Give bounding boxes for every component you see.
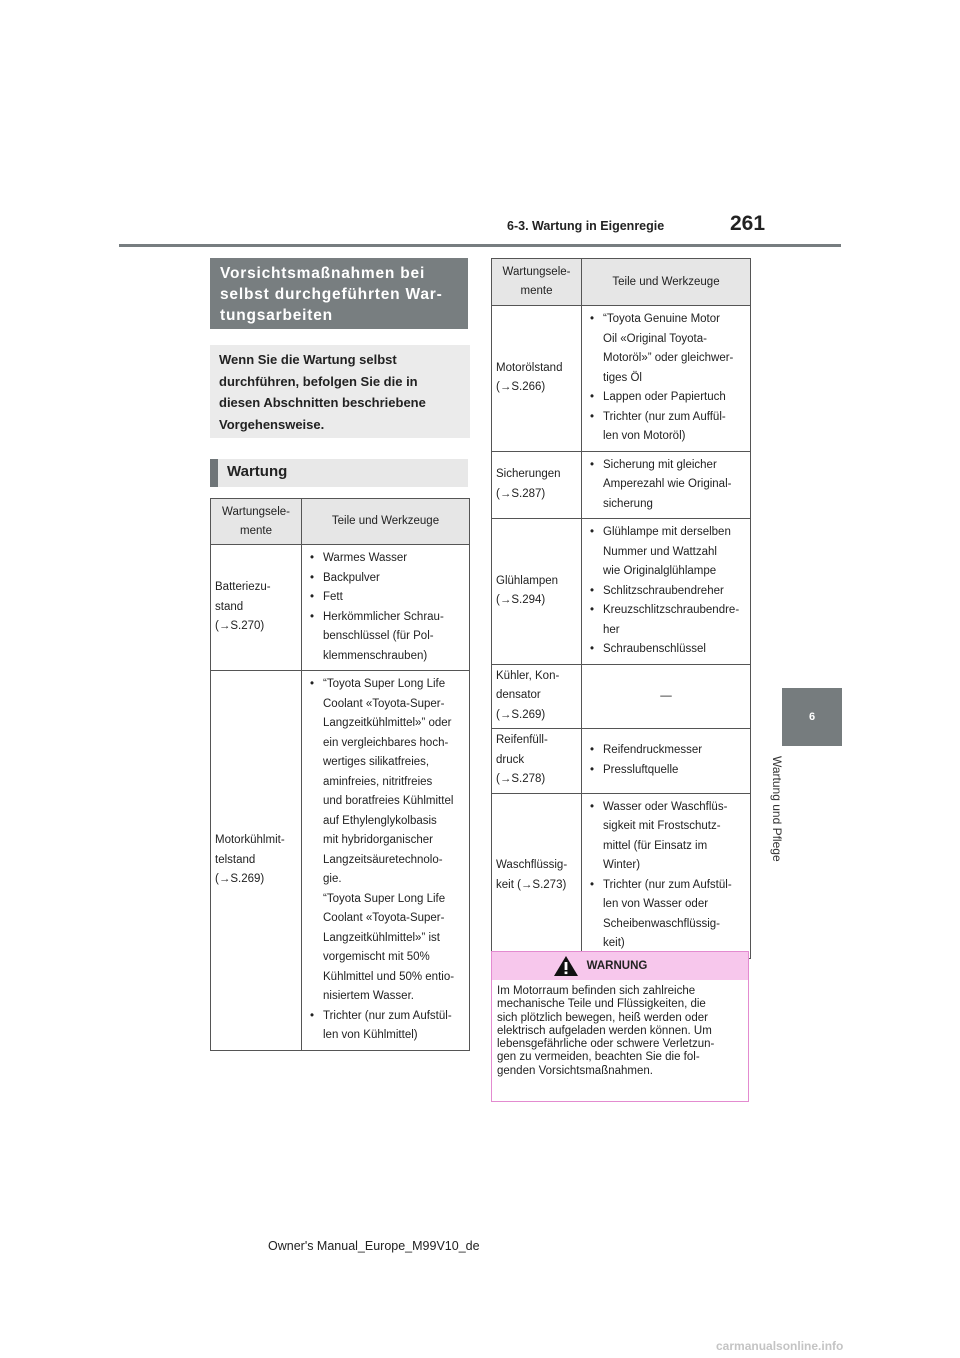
header-maintenance-items: Wartungsele- mente: [492, 259, 582, 306]
maintenance-item-cell: [492, 519, 582, 665]
tool-line: Nummer und Wattzahl: [603, 545, 717, 558]
tool-list-item: [586, 640, 746, 660]
tool-list-item: [586, 456, 746, 515]
topic-title-box: [210, 258, 468, 329]
tools-list: [586, 456, 746, 515]
tool-list-item: [586, 310, 746, 388]
tool-line: ein vergleichbares hoch-: [323, 736, 449, 749]
item-line: Kühler, Kon-: [496, 669, 560, 682]
item-line: keit (→S.273): [496, 878, 567, 891]
tool-line: Coolant «Toyota-Super-: [323, 697, 445, 710]
left-maintenance-table: [210, 498, 470, 1051]
right-maintenance-table: [491, 258, 751, 959]
tool-line: her: [603, 623, 620, 636]
tool-list-item: [306, 608, 465, 667]
warning-header: [492, 952, 748, 980]
tool-line: Kühlmittel und 50% entio-: [323, 970, 455, 983]
tool-list-item: [586, 761, 746, 781]
item-line: Sicherungen: [496, 468, 561, 481]
header-parts-tools: Teile und Werkzeuge: [582, 259, 751, 306]
tool-list-item: [306, 588, 465, 608]
tool-line: • Kreuzschlitzschraubendre-: [603, 604, 740, 616]
chapter-number: 6: [808, 711, 816, 723]
item-line: Glühlampen: [496, 574, 559, 587]
section-label: 6-3. Wartung in Eigenregie: [507, 219, 665, 233]
tool-list-item: [586, 876, 746, 954]
tool-line: • “Toyota Genuine Motor: [603, 313, 720, 325]
tools-cell: [582, 728, 751, 793]
tool-list-item: [586, 523, 746, 582]
tools-cell: [582, 451, 751, 519]
tools-list: [586, 310, 746, 447]
tool-line: • Trichter (nur zum Aufstül-: [603, 878, 732, 891]
item-line: Waschflüssig-: [496, 859, 568, 871]
tool-line: • Schlitzschraubendreher: [603, 584, 724, 597]
tool-list-item: [306, 569, 465, 589]
header-parts-tools: Teile und Werkzeuge: [302, 499, 470, 545]
tool-line: • Fett: [323, 591, 343, 603]
tools-list: [306, 675, 465, 1046]
item-line: (→S.287): [496, 487, 546, 500]
tool-list-item: [306, 549, 465, 569]
maintenance-item-cell: [211, 671, 302, 1051]
tool-line: benschlüssel (für Pol-: [323, 630, 434, 642]
tool-line: klemmenschrauben): [323, 649, 428, 662]
warning-line: Im Motorraum befinden sich zahlreiche: [497, 985, 696, 997]
tool-line: Langzeitsäuretechnolo-: [323, 853, 443, 866]
tool-line: • Reifendruckmesser: [603, 744, 703, 756]
warning-line: mechanische Teile und Flüssigkeiten, die: [497, 998, 706, 1011]
tool-line: auf Ethylenglykolbasis: [323, 814, 437, 827]
tool-line: • “Toyota Super Long Life: [323, 678, 446, 690]
tool-line: • Lappen oder Papiertuch: [603, 391, 726, 403]
tool-line: gie.: [323, 873, 342, 885]
tools-cell: [582, 519, 751, 665]
table-row: [492, 519, 751, 665]
warning-title: WARNUNG: [586, 960, 648, 972]
tool-line: aminfreies, nitritfreies: [323, 775, 433, 788]
table-header-row: [492, 259, 751, 306]
item-line: (→S.266): [496, 381, 546, 394]
tool-line: sicherung: [603, 497, 653, 510]
tool-list-item: [586, 582, 746, 602]
item-line: Motorkühlmit-: [215, 834, 285, 846]
table-row: [211, 545, 470, 671]
tool-line: • Backpulver: [323, 571, 380, 584]
warning-line: lebensgefährliche oder schwere Verletzun-: [497, 1038, 715, 1051]
tool-line: Winter): [603, 859, 641, 871]
item-line: telstand: [215, 853, 256, 866]
table-row: [492, 306, 751, 452]
warning-box: [491, 951, 749, 1102]
tool-line: Amperezahl wie Original-: [603, 478, 732, 490]
table-row: [492, 664, 751, 728]
tool-line: wie Originalglühlampe: [603, 565, 717, 577]
item-line: (→S.278): [496, 773, 546, 786]
item-line: (→S.269): [496, 708, 546, 721]
tool-line: mittel (für Einsatz im: [603, 839, 708, 852]
table-row: [492, 793, 751, 958]
warning-line: elektrisch aufgeladen werden können. Um: [497, 1024, 712, 1037]
tools-cell: [582, 306, 751, 452]
item-line: Motorölstand: [496, 361, 563, 374]
wartung-heading: Wartung: [210, 459, 468, 487]
tool-list-item: [586, 388, 746, 408]
page-number: 261: [730, 212, 766, 235]
tools-cell: [302, 671, 470, 1051]
tool-line: • Herkömmlicher Schrau-: [323, 610, 444, 623]
warning-line: sich plötzlich bewegen, heiß werden oder: [497, 1011, 708, 1024]
item-line: Batteriezu-: [215, 581, 271, 594]
tool-list-item: [586, 408, 746, 447]
tool-line: Langzeitkühlmittel»” oder: [323, 717, 452, 729]
item-line: Reifenfüll-: [496, 734, 548, 747]
maintenance-item-cell: [492, 728, 582, 793]
tool-line: • Warmes Wasser: [323, 552, 408, 564]
maintenance-item-cell: [492, 793, 582, 958]
topic-title-line: Vorsichtsmaßnahmen bei: [220, 265, 426, 282]
intro-line: Wenn Sie die Wartung selbst: [219, 352, 397, 367]
tool-line: wertiges silikatfreies,: [323, 756, 430, 768]
tool-line: Scheibenwaschflüssig-: [603, 917, 720, 930]
topic-title-line: selbst durchgeführten War-: [220, 286, 443, 303]
warning-text: [492, 980, 748, 1083]
tool-list-item: [586, 601, 746, 640]
tool-list-item: [306, 1007, 465, 1046]
table-row: [492, 451, 751, 519]
tool-line: len von Kühlmittel): [323, 1029, 418, 1041]
item-line: stand: [215, 600, 244, 613]
warning-line: genden Vorsichtsmaßnahmen.: [497, 1064, 653, 1077]
chapter-tab: [782, 688, 842, 746]
watermark: carmanualsonline.info: [716, 1339, 844, 1353]
tool-line: keit): [603, 937, 625, 949]
tools-dash-cell: —: [582, 664, 751, 728]
tools-cell: [302, 545, 470, 671]
tool-list-item: [306, 675, 465, 1007]
intro-box: [210, 345, 470, 438]
warning-line: gen zu vermeiden, beachten Sie die fol-: [497, 1051, 700, 1064]
tool-line: • Wasser oder Waschflüs-: [603, 800, 728, 813]
item-line: (→S.269): [215, 873, 265, 885]
tool-line: • Glühlampe mit derselben: [603, 526, 731, 538]
item-line: (→S.270): [215, 620, 265, 633]
tool-line: nisiertem Wasser.: [323, 990, 414, 1002]
intro-line: Vorgehensweise.: [219, 416, 325, 432]
tool-line: • Pressluftquelle: [603, 763, 679, 776]
item-line: druck: [496, 753, 525, 766]
tools-list: [586, 523, 746, 660]
maintenance-item-cell: [211, 545, 302, 671]
intro-line: diesen Abschnitten beschriebene: [219, 395, 426, 410]
tool-line: len von Motoröl): [603, 430, 686, 442]
maintenance-item-cell: [492, 664, 582, 728]
tools-list: [306, 549, 465, 666]
tool-line: Coolant «Toyota-Super-: [323, 912, 445, 924]
tool-line: • Trichter (nur zum Aufstül-: [323, 1009, 452, 1022]
tools-cell: [582, 793, 751, 958]
tool-line: mit hybridorganischer: [323, 834, 433, 846]
tool-line: • Schraubenschlüssel: [603, 643, 706, 655]
table-row: [211, 671, 470, 1051]
intro-line: durchführen, befolgen Sie die in: [219, 373, 418, 389]
item-line: (→S.294): [496, 594, 546, 607]
tool-line: und boratfreies Kühlmittel: [323, 795, 454, 807]
tool-line: • Trichter (nur zum Auffül-: [603, 410, 726, 423]
tool-line: “Toyota Super Long Life: [323, 892, 446, 905]
tool-line: len von Wasser oder: [603, 898, 709, 910]
footer-doc-id: Owner's Manual_Europe_M99V10_de: [268, 1239, 480, 1253]
maintenance-item-cell: [492, 451, 582, 519]
tool-line: sigkeit mit Frostschutz-: [603, 820, 721, 832]
warning-triangle-icon: [553, 955, 579, 977]
tools-list: [586, 741, 746, 780]
tool-line: Oil «Original Toyota-: [603, 332, 707, 345]
chapter-title-text: Wartung und Pflege: [770, 756, 784, 862]
tool-list-item: [586, 798, 746, 876]
table-header-row: [211, 499, 470, 545]
table-row: [492, 728, 751, 793]
header-maintenance-items: Wartungsele- mente: [211, 499, 302, 545]
tool-list-item: [586, 741, 746, 761]
tool-line: tiges Öl: [603, 371, 642, 384]
tool-line: • Sicherung mit gleicher: [603, 458, 717, 471]
item-line: densator: [496, 689, 541, 702]
tools-list: [586, 798, 746, 954]
tool-line: vorgemischt mit 50%: [323, 951, 430, 963]
tool-line: Motoröl»” oder gleichwer-: [603, 352, 734, 364]
topic-title-line: tungsarbeiten: [220, 307, 333, 324]
header-divider: [119, 244, 841, 247]
tool-line: Langzeitkühlmittel»” ist: [323, 931, 440, 944]
maintenance-item-cell: [492, 306, 582, 452]
chapter-title: [770, 756, 804, 880]
